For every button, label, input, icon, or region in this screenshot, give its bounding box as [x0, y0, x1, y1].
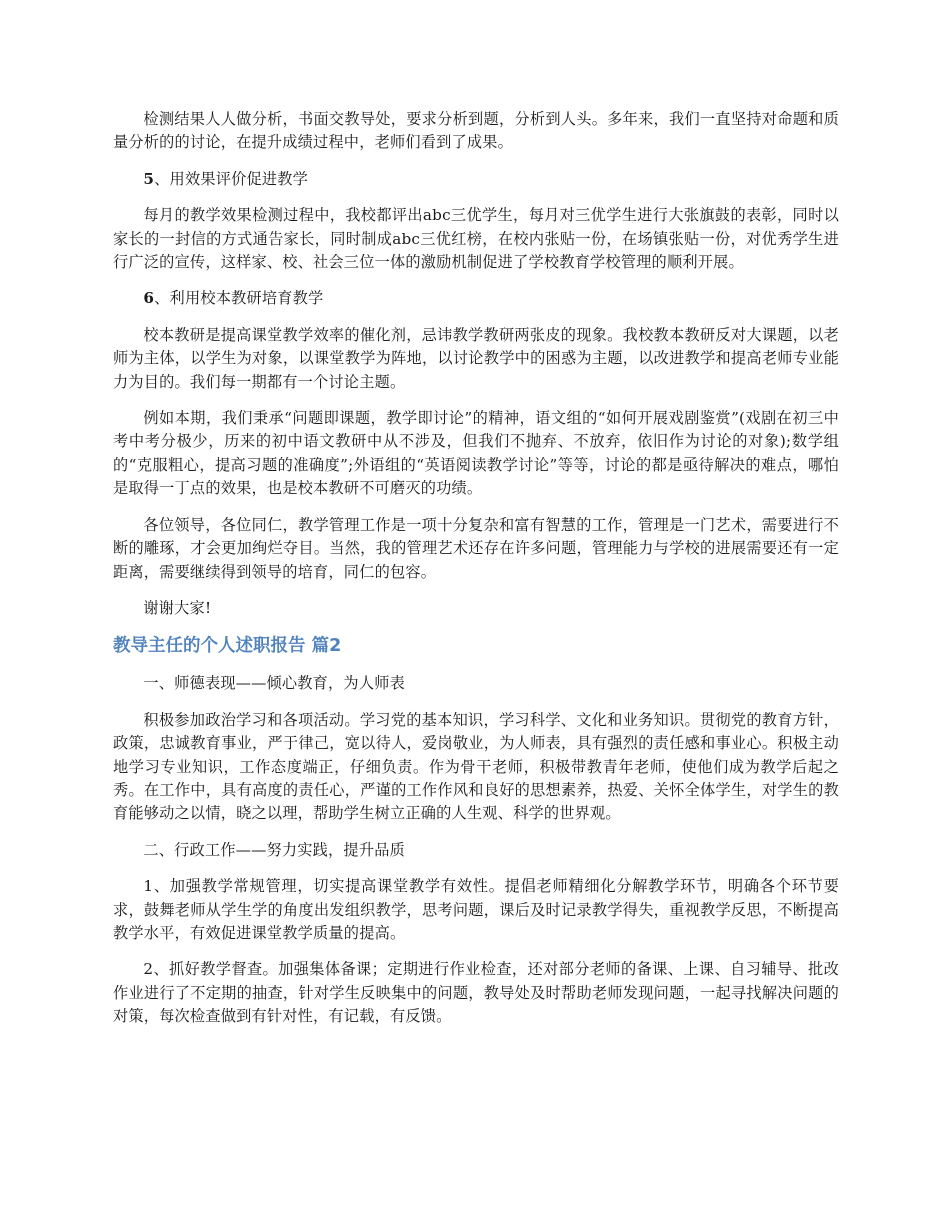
item-6-heading [113, 287, 839, 310]
document-page [113, 108, 839, 1029]
paragraph-supervision: 2、抓好教学督查。加强集体备课；定期进行作业检查，还对部分老师的备课、上课、自习辅导、批改作业进行了不定期的抽查，针对学生反映集中的问题，教导处及时帮助老师发现问题，一起寻找解决问题的对策，每次检查做到有针对性，有记载，有反馈。 [113, 960, 839, 1026]
subheading-admin: 二、行政工作——努力实践，提升品质 [143, 840, 405, 859]
paragraph-routine-management: 1、加强教学常规管理，切实提高课堂教学有效性。提倡老师精细化分解教学环节，明确各个环节要求，鼓舞老师从学生学的角度出发组织教学，思考问题，课后及时记录教学得失，重视教学反思，不断提高教学水平，有效促进课堂教学质量的提高。 [113, 877, 839, 942]
item-5-title: 、用效果评价促进教学 [154, 169, 309, 188]
paragraph-ethics: 积极参加政治学习和各项活动。学习党的基本知识，学习科学、文化和业务知识。贯彻党的教育方针，政策，忠诚教育事业，严于律己，宽以待人，爱岗敬业，为人师表，具有强烈的责任感和事业心。积极主动地学习专业知识，工作态度端正，仔细负责。作为骨干老师，积极带教青年老师，使他们成为教学后起之秀。在工作中，具有高度的责任心，严谨的工作作风和良好的思想素养，热爱、关怀全体学生，对学生的教育能够动之以情，晓之以理，帮助学生树立正确的人生观、科学的世界观。 [113, 710, 839, 823]
paragraph-analysis: 检测结果人人做分析，书面交教导处，要求分析到题，分析到人头。多年来，我们一直坚持对命题和质量分析的的讨论，在提升成绩过程中，老师们看到了成果。 [113, 110, 839, 152]
item-6-number: 6 [143, 289, 155, 308]
item-5-heading [113, 168, 839, 191]
paragraph-thanks: 谢谢大家! [143, 598, 212, 617]
paragraph-evaluation: 每月的教学效果检测过程中，我校都评出abc三优学生，每月对三优学生进行大张旗鼓的表彰，同时以家长的一封信的方式通告家长，同时制成abc三优红榜，在校内张贴一份，在场镇张贴一份，对优秀学生进行广泛的宣传，这样家、校、社会三位一体的激励机制促进了学校教育学校管理的顺利开展。 [113, 206, 839, 272]
section-2-heading: 教导主任的个人述职报告 篇2 [113, 636, 342, 657]
item-6-title: 、利用校本教研培育教学 [154, 289, 324, 308]
subheading-ethics: 一、师德表现——倾心教育，为人师表 [143, 674, 405, 693]
paragraph-school-research: 校本教研是提高课堂教学效率的催化剂，忌讳教学教研两张皮的现象。我校教本教研反对大课题，以老师为主体，以学生为对象，以课堂教学为阵地，以讨论教学中的困惑为主题，以改进教学和提高老师专业能力为目的。我们每一期都有一个讨论主题。 [113, 325, 839, 391]
paragraph-closing: 各位领导，各位同仁，教学管理工作是一项十分复杂和富有智慧的工作，管理是一门艺术，需要进行不断的雕琢，才会更加绚烂夺目。当然，我的管理艺术还存在许多问题，管理能力与学校的进展需要还有一定距离，需要继续得到领导的培育，同仁的包容。 [113, 515, 839, 581]
paragraph-example: 例如本期，我们秉承“问题即课题，教学即讨论”的精神，语文组的“如何开展戏剧鉴赏”(戏剧在初三中考中考分极少，历来的初中语文教研中从不涉及，但我们不抛弃、不放弃，依旧作为讨论的对象);数学组的“克服粗心，提高习题的准确度”;外语组的“英语阅读教学讨论”等等，讨论的都是亟待解决的难点，哪怕是取得一丁点的效果，也是校本教研不可磨灭的功绩。 [113, 409, 839, 498]
item-5-number: 5 [143, 169, 155, 188]
